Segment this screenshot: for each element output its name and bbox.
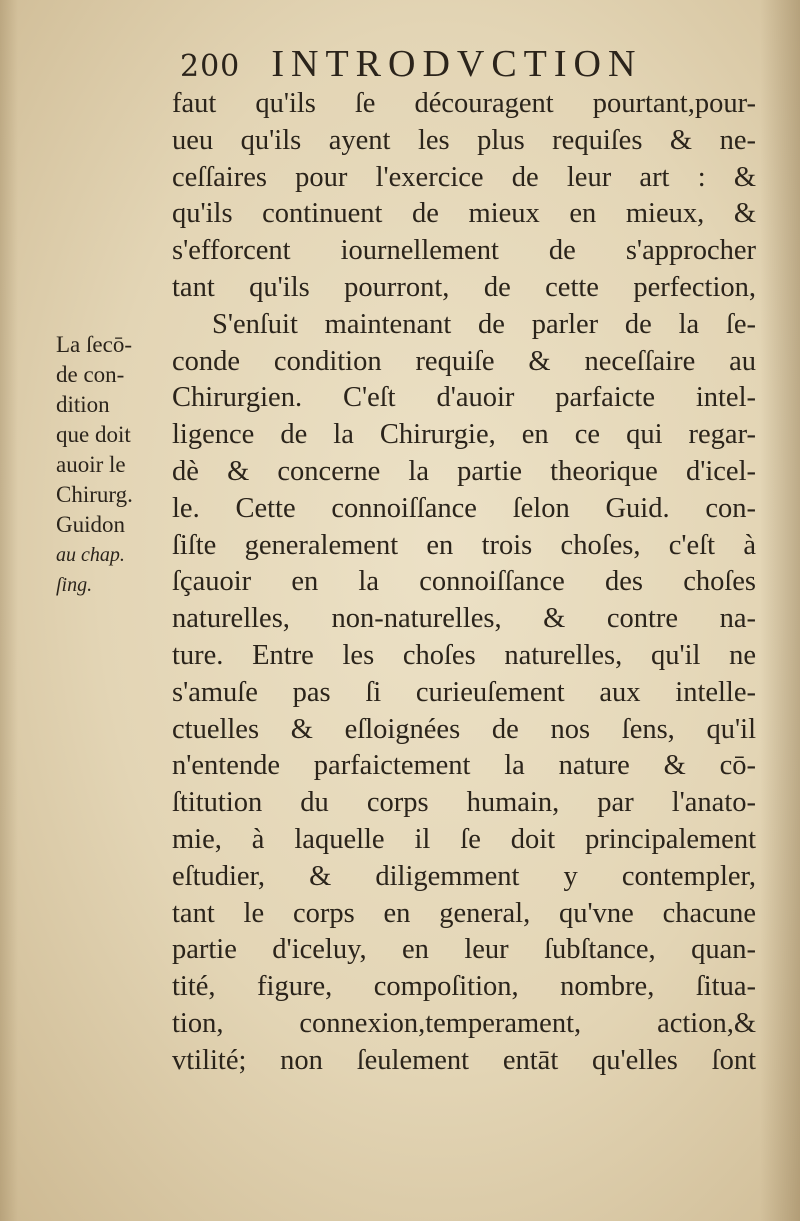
text-line: ligence de la Chirurgie, en ce qui regar- xyxy=(172,419,756,451)
text-line: dè & concerne la partie theorique d'icel- xyxy=(172,455,756,487)
text-line: ſiſte generalement en trois choſes, c'eſt à xyxy=(172,529,756,561)
margin-note-line: dition xyxy=(56,392,110,417)
text-line: naturelles, non-naturelles, & contre na- xyxy=(172,603,756,635)
margin-note-line: Chirurg. xyxy=(56,482,133,507)
margin-note-line: de con- xyxy=(56,362,125,387)
text-line: mie, à laquelle il ſe doit principalement xyxy=(172,823,756,855)
page-number: 200 xyxy=(180,49,241,84)
text-line: ctuelles & eſloignées de nos ſens, qu'il xyxy=(172,713,756,745)
page-edge-shadow xyxy=(760,0,800,1221)
margin-note-line: Guidon xyxy=(56,512,125,537)
margin-note-line: que doit xyxy=(56,422,131,447)
text-line: s'amuſe pas ſi curieuſement aux intelle- xyxy=(172,676,756,708)
body-text xyxy=(172,86,756,1080)
text-line: qu'ils continuent de mieux en mieux, & xyxy=(172,198,756,230)
text-line: ſtitution du corps humain, par l'anato- xyxy=(172,787,756,819)
gutter-shadow xyxy=(0,0,18,1221)
margin-note-line: au chap. xyxy=(56,544,125,566)
paragraph-start-line: S'enſuit maintenant de parler de la ſe- xyxy=(212,308,756,340)
margin-note-line: auoir le xyxy=(56,452,126,477)
text-line: eſtudier, & diligemment y contempler, xyxy=(172,860,756,892)
text-line: tion, connexion,temperament, action,& xyxy=(172,1007,756,1039)
text-line: s'efforcent iournellement de s'approcher xyxy=(172,235,756,267)
text-line: faut qu'ils ſe découragent pourtant,pour- xyxy=(172,88,756,119)
text-line: tant le corps en general, qu'vne chacune xyxy=(172,897,756,929)
text-line: ceſſaires pour l'exercice de leur art : & xyxy=(172,161,756,193)
running-head xyxy=(180,42,740,92)
text-line: tant qu'ils pourront, de cette perfection, xyxy=(172,271,756,303)
text-line: conde condition requiſe & neceſſaire au xyxy=(172,345,756,377)
text-line: ſçauoir en la connoiſſance des choſes xyxy=(172,566,756,598)
text-line: ueu qu'ils ayent les plus requiſes & ne- xyxy=(172,124,756,156)
text-line: partie d'iceluy, en leur ſubſtance, quan- xyxy=(172,934,756,966)
margin-note xyxy=(56,330,172,600)
text-line: n'entende parfaictement la nature & cō- xyxy=(172,750,756,782)
margin-note-line: ſing. xyxy=(56,574,93,596)
text-line: vtilité; non ſeulement entāt qu'elles ſont xyxy=(172,1044,756,1076)
text-line: ture. Entre les choſes naturelles, qu'il ne xyxy=(172,639,756,671)
text-line: le. Cette connoiſſance ſelon Guid. con- xyxy=(172,492,756,524)
text-line: Chirurgien. C'eſt d'auoir parfaicte intel- xyxy=(172,382,756,414)
text-line: tité, figure, compoſition, nombre, ſitua- xyxy=(172,971,756,1003)
running-head-title: INTRODVCTION xyxy=(271,43,643,85)
margin-note-line: La ſecō- xyxy=(56,332,132,357)
